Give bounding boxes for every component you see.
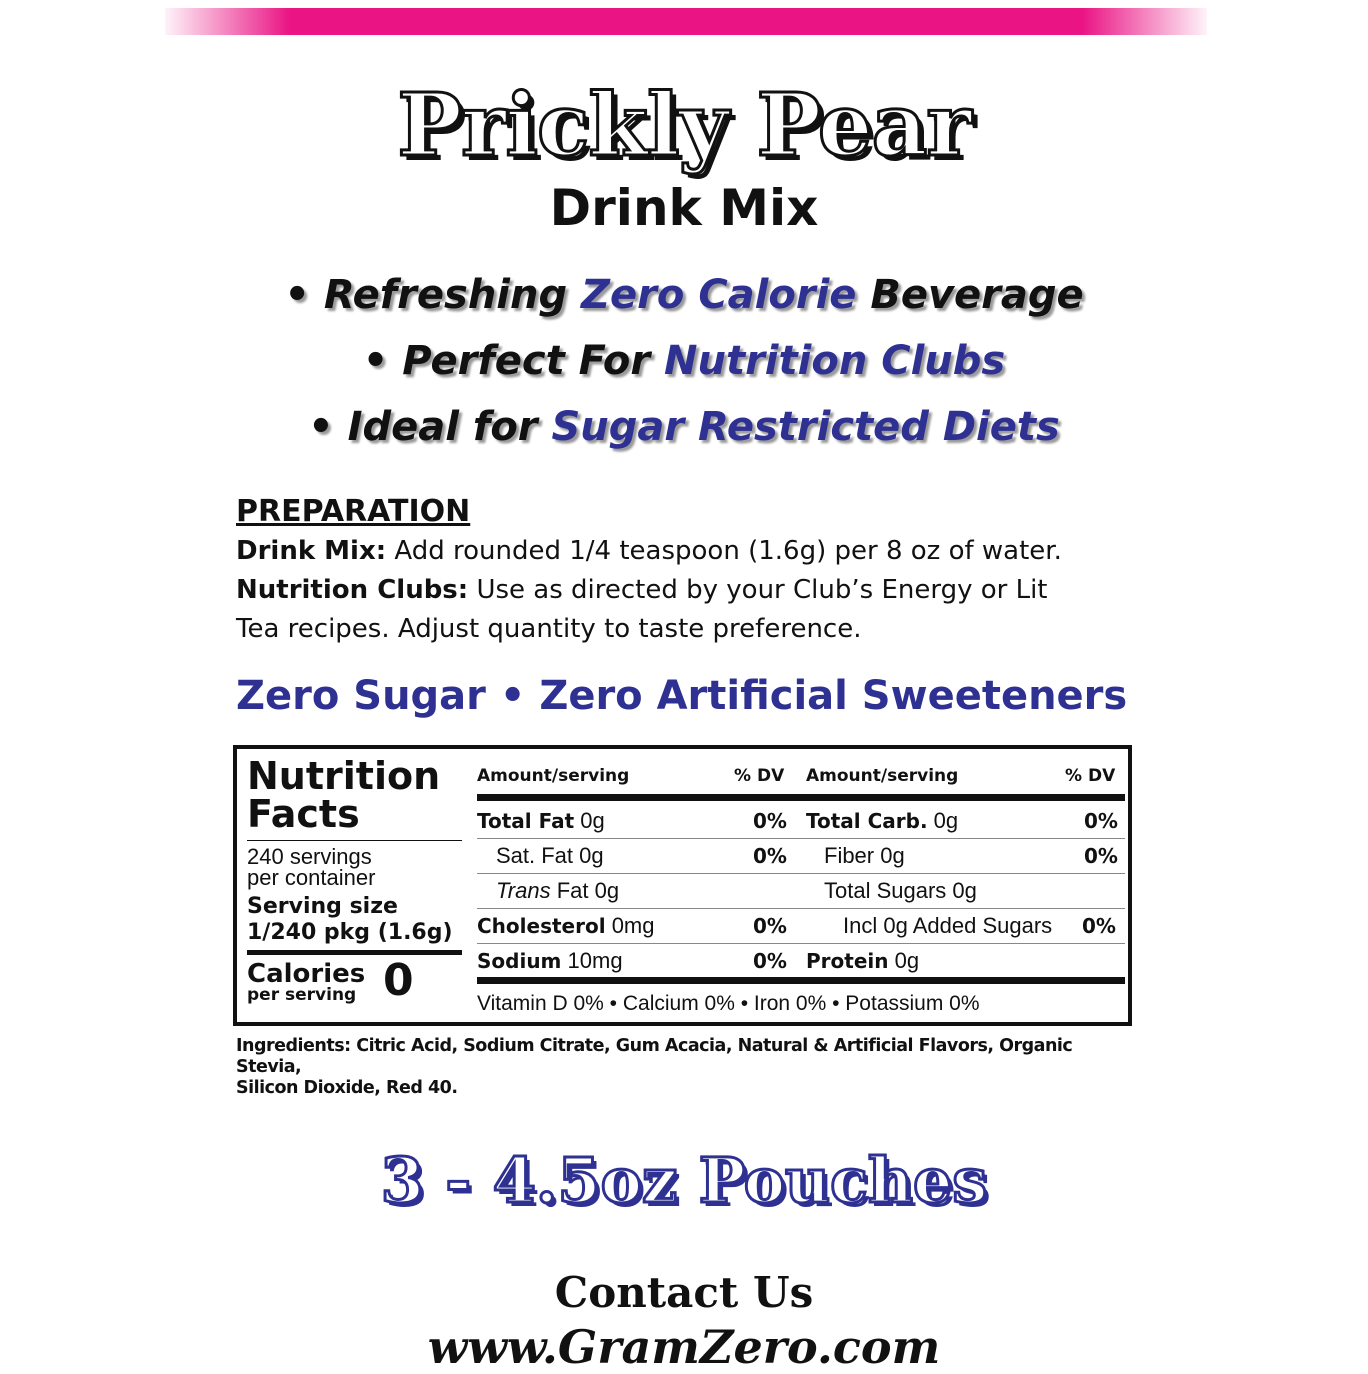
nutrition-clubs-instructions-cont: Tea recipes. Adjust quantity to taste preference. — [236, 614, 862, 644]
nutrient-dv: 0% — [753, 914, 787, 938]
nutrient-dv: 0% — [1084, 809, 1118, 833]
table-row — [477, 804, 1125, 839]
product-subtitle: Drink Mix — [549, 179, 819, 237]
benefit-list — [0, 262, 1368, 460]
product-title: Prickly Pear — [397, 75, 971, 176]
dv-header: % DV — [1065, 766, 1116, 786]
nutrition-clubs-instructions: Nutrition Clubs: Use as directed by your Club’s Energy or Lit — [236, 575, 1048, 605]
nutrient-name: Trans Fat 0g — [496, 878, 620, 903]
nutrient-name: Total Carb. 0g — [806, 808, 959, 833]
table-row — [477, 874, 1125, 909]
nutrient-name: Incl 0g Added Sugars — [843, 913, 1053, 938]
nutrient-dv: 0% — [753, 949, 787, 973]
nutrient-dv: 0% — [753, 809, 787, 833]
nutrient-table — [477, 749, 1125, 1022]
nutrient-dv: 0% — [753, 844, 787, 868]
amount-header: Amount/serving — [477, 766, 630, 786]
benefit-item: • Perfect For Nutrition Clubs — [362, 338, 1006, 384]
ingredients-line: Ingredients: Citric Acid, Sodium Citrate, Gum Acacia, Natural & Artificial Flavors, Organic Stevia, — [236, 1036, 1073, 1077]
contact-heading: Contact Us — [554, 1268, 814, 1317]
nutrient-name: Fiber 0g — [824, 843, 905, 868]
table-row — [477, 944, 1125, 978]
nutrient-name: Cholesterol 0mg — [477, 913, 655, 938]
divider — [247, 950, 462, 955]
nutrient-dv: 0% — [1084, 844, 1118, 868]
preparation-heading: PREPARATION — [236, 494, 471, 529]
package-size: 3 - 4.5oz Pouches — [380, 1144, 988, 1217]
nutrition-title: Facts — [247, 792, 360, 836]
calories-value: 0 — [383, 955, 414, 1006]
nutrient-name: Total Sugars 0g — [824, 878, 977, 903]
nutrient-name: Total Fat 0g — [477, 808, 605, 833]
amount-header: Amount/serving — [806, 766, 959, 786]
nutrition-facts-panel — [233, 745, 1132, 1026]
dv-header: % DV — [734, 766, 785, 786]
calories-per-serving: per serving — [247, 985, 357, 1005]
nutrition-summary — [247, 754, 462, 1006]
calories-block — [247, 955, 462, 1006]
table-row — [477, 839, 1125, 874]
vitamins-minerals: Vitamin D 0% • Calcium 0% • Iron 0% • Potassium 0% — [477, 992, 980, 1015]
calories-label: Calories — [247, 959, 366, 989]
divider — [247, 840, 462, 841]
nutrient-name: Sodium 10mg — [477, 948, 623, 973]
nutrient-name: Sat. Fat 0g — [496, 843, 604, 868]
servings-count: 240 servings — [247, 844, 372, 869]
nutrient-name: Protein 0g — [806, 948, 920, 973]
top-accent-bar — [165, 8, 1207, 35]
tagline: Zero Sugar • Zero Artificial Sweeteners — [236, 673, 1128, 719]
drink-mix-instructions: Drink Mix: Add rounded 1/4 teaspoon (1.6g) per 8 oz of water. — [236, 536, 1062, 566]
serving-size-label: Serving size — [247, 894, 398, 919]
divider — [477, 977, 1125, 984]
nutrition-title: Nutrition — [247, 754, 441, 798]
website-link[interactable]: www.GramZero.com — [427, 1320, 941, 1374]
benefit-item: • Ideal for Sugar Restricted Diets — [308, 404, 1060, 450]
ingredients-list — [236, 1036, 1141, 1099]
nutrient-dv: 0% — [1082, 914, 1116, 938]
serving-size-value: 1/240 pkg (1.6g) — [247, 920, 453, 945]
preparation-section — [236, 492, 1136, 649]
benefit-item: • Refreshing Zero Calorie Beverage — [284, 272, 1084, 318]
ingredients-line: Silicon Dioxide, Red 40. — [236, 1078, 458, 1098]
table-row — [477, 909, 1125, 944]
servings-count: per container — [247, 865, 376, 890]
divider — [477, 794, 1125, 801]
